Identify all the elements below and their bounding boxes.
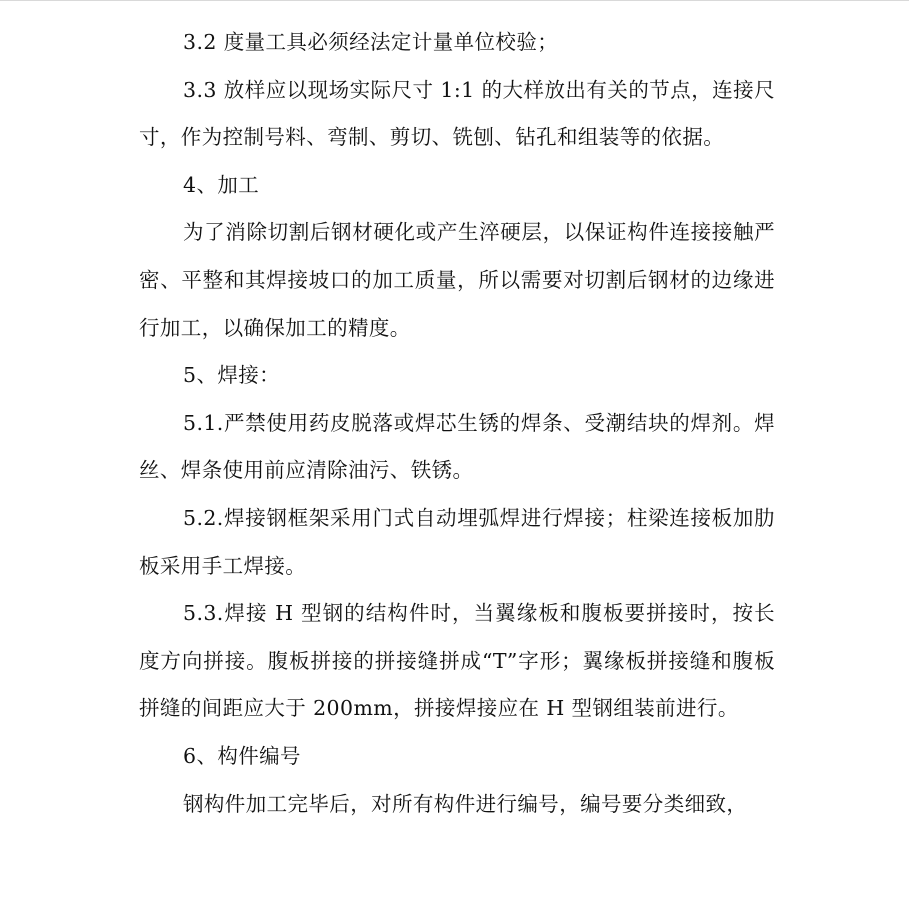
paragraph-3-3: 3.3 放样应以现场实际尺寸 1:1 的大样放出有关的节点，连接尺寸，作为控制号料、弯制、剪切、铣刨、钻孔和组装等的依据。 [139,77,775,150]
paragraph-6: 钢构件加工完毕后，对所有构件进行编号，编号要分类细致， [183,791,748,816]
paragraph-3-2: 3.2 度量工具必须经法定计量单位校验； [183,30,559,54]
paragraph-4: 为了消除切割后钢材硬化或产生淬硬层，以保证构件连接接触严密、平整和其焊接坡口的加工质量，所以需要对切割后钢材的边缘进行加工，以确保加工的精度。 [139,220,775,340]
heading-6-component-numbering: 6、构件编号 [183,743,301,768]
document-page [139,19,775,828]
heading-5-welding: 5、焊接： [183,363,281,388]
page-top-border [0,0,909,1]
heading-4-processing: 4、加工 [183,172,260,197]
paragraph-5-2: 5.2.焊接钢框架采用门式自动埋弧焊进行焊接；柱梁连接板加肋板采用手工焊接。 [139,505,775,578]
paragraph-5-3: 5.3.焊接 H 型钢的结构件时，当翼缘板和腹板要拼接时，按长度方向拼接。腹板拼接的拼接缝拼成“T”字形；翼缘板拼接缝和腹板拼缝的间距应大于 200mm，拼接焊接应在 H 型钢组装前进行。 [139,601,775,721]
paragraph-5-1: 5.1.严禁使用药皮脱落或焊芯生锈的焊条、受潮结块的焊剂。焊丝、焊条使用前应清除油污、铁锈。 [139,410,775,483]
